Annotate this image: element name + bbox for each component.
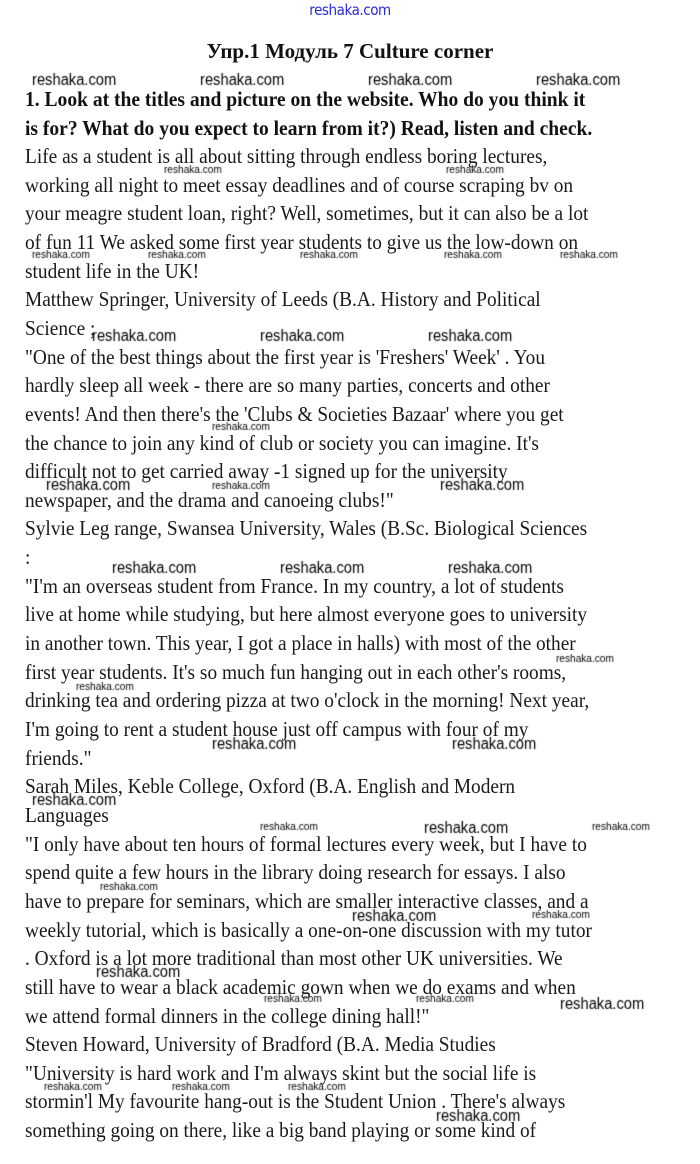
text-line: : xyxy=(25,545,31,570)
text-line: "I only have about ten hours of formal lectures every week, but I have to xyxy=(25,831,587,856)
text-line: friends." xyxy=(25,745,92,770)
text-line: "I'm an overseas student from France. In my country, a lot of students xyxy=(25,573,564,598)
text-line: we attend formal dinners in the college dining hall!" xyxy=(25,1003,430,1028)
text-line: of fun 11 We asked some first year students to give us the low-down on xyxy=(25,229,579,254)
text-line: Life as a student is all about sitting through endless boring lectures, xyxy=(25,144,548,168)
text-line: weekly tutorial, which is basically a one-on-one discussion with my tutor xyxy=(25,917,592,942)
text-line: hardly sleep all week - there are so many parties, concerts and other xyxy=(25,373,550,398)
text-line: difficult not to get carried away -1 signed up for the university xyxy=(25,459,508,484)
text-line: spend quite a few hours in the library doing research for essays. I also xyxy=(25,860,566,885)
text-line: still have to wear a black academic gown when we do exams and when xyxy=(25,974,576,999)
text-line: events! And then there's the 'Clubs & Societies Bazaar' where you get xyxy=(25,401,564,426)
text-line: live at home while studying, but here almost everyone goes to university xyxy=(25,602,588,627)
top-watermark: reshaka.com xyxy=(309,1,391,19)
page-title: Упр.1 Модуль 7 Culture corner xyxy=(206,39,494,63)
text-line: something going on there, like a big band playing or some kind of xyxy=(25,1118,537,1143)
text-line: have to prepare for seminars, which are smaller interactive classes, and a xyxy=(25,888,589,913)
text-line: first year students. It's so much fun hanging out in each other's rooms, xyxy=(25,659,567,684)
text-line: Languages xyxy=(25,802,109,827)
text-line: Science ; xyxy=(25,315,96,340)
text-line: drinking tea and ordering pizza at two o'clock in the morning! Next year, xyxy=(25,688,590,713)
text-line: the chance to join any kind of club or society you can imagine. It's xyxy=(25,430,539,455)
text-line: working all night to meet essay deadlines and of course scraping bv on xyxy=(25,172,574,197)
task-line: is for? What do you expect to learn from it?) Read, listen and check. xyxy=(25,116,593,140)
text-line: Steven Howard, University of Bradford (B.A. Media Studies xyxy=(25,1032,496,1057)
text-line: student life in the UK! xyxy=(25,258,200,283)
text-line: in another town. This year, I got a place in halls) with most of the other xyxy=(25,631,576,656)
text-line: "One of the best things about the first year is 'Freshers' Week' . You xyxy=(25,344,546,369)
text-line: newspaper, and the drama and canoeing clubs!" xyxy=(25,487,394,512)
task-line: 1. Look at the titles and picture on the website. Who do you think it xyxy=(25,87,586,111)
text-line: Matthew Springer, University of Leeds (B.A. History and Political xyxy=(25,287,541,312)
text-line: your meagre student loan, right? Well, sometimes, but it can also be a lot xyxy=(25,201,589,226)
text-line: Sarah Miles, Keble College, Oxford (B.A. English and Modern xyxy=(25,774,516,799)
text-line: "University is hard work and I'm always skint but the social life is xyxy=(25,1060,537,1085)
text-line: I'm going to rent a student house just off campus with four of my xyxy=(25,717,529,741)
text-line: Sylvie Leg range, Swansea University, Wales (B.Sc. Biological Sciences xyxy=(25,516,588,541)
text-line: stormin'l My favourite hang-out is the Student Union . There's always xyxy=(25,1089,566,1114)
text-line: . Oxford is a lot more traditional than most other UK universities. We xyxy=(25,946,563,971)
